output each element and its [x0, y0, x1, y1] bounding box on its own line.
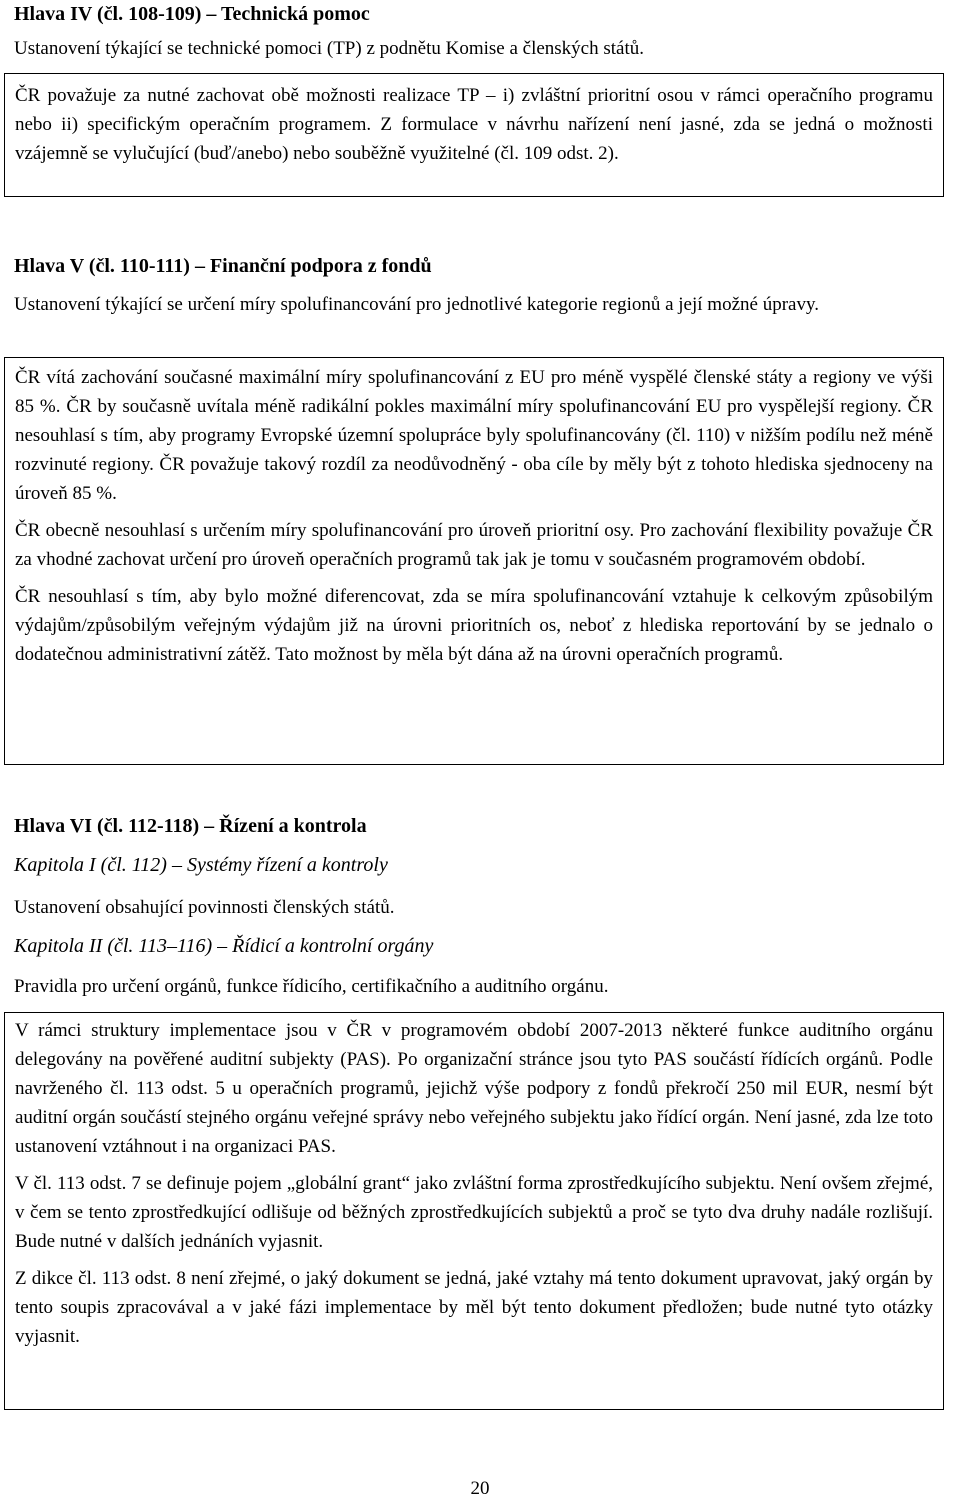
- comment-box-hlava-iv: [4, 73, 944, 197]
- chapter-intro-text: Pravidla pro určení orgánů, funkce řídicího, certifikačního a auditního orgánu.: [14, 976, 609, 997]
- section-intro: [14, 34, 946, 63]
- comment-paragraph: ČR nesouhlasí s tím, aby bylo možné diferencovat, zda se míra spolufinancování vztahuje k celkovým způsobilým výdajům/způsobilým veřejným výdajům již na úrovni prioritních os, neboť z hlediska reportování by se jednalo o dodatečnou administrativní zátěž. Tato možnost by měla být dána až na úrovni operačních programů.: [15, 586, 933, 665]
- section-hlava-v: [14, 252, 946, 280]
- section-heading: Hlava IV (čl. 108-109) – Technická pomoc: [14, 3, 370, 25]
- section-intro-text: Ustanovení týkající se určení míry spolufinancování pro jednotlivé kategorie regionů a její možné úpravy.: [14, 294, 819, 315]
- section-hlava-vi: [14, 812, 946, 840]
- section-heading: Hlava V (čl. 110-111) – Finanční podpora z fondů: [14, 255, 432, 277]
- chapter-title: Kapitola II (čl. 113–116) – Řídicí a kontrolní orgány: [14, 935, 434, 957]
- comment-paragraph: ČR považuje za nutné zachovat obě možnosti realizace TP – i) zvláštní prioritní osou v rámci operačního programu nebo ii) specifickým operačním programem. Z formulace v návrhu nařízení není jasné, zda se jedná o možnosti vzájemně se vylučující (buď/anebo) nebo souběžně využitelné (čl. 109 odst. 2).: [15, 85, 933, 164]
- chapter-heading: [14, 851, 946, 879]
- section-intro: [14, 290, 946, 319]
- comment-paragraph: ČR obecně nesouhlasí s určením míry spolufinancování pro úroveň prioritní osy. Pro zachování flexibility považuje ČR za vhodné zachovat určení pro úroveň operačních programů tak jak je tomu v současném programovém období.: [15, 520, 933, 570]
- chapter-heading: [14, 932, 946, 960]
- comment-box-hlava-vi: [4, 1012, 944, 1410]
- comment-paragraph: ČR vítá zachování současné maximální míry spolufinancování z EU pro méně vyspělé členské státy a regiony ve výši 85 %. ČR by současně uvítala méně radikální pokles maximální míry spolufinancování EU pro vyspělejší regiony. ČR nesouhlasí s tím, aby programy Evropské územní spolupráce byly spolufinancovány (čl. 110) v nižším podílu než méně rozvinuté regiony. ČR považuje takový rozdíl za neodůvodněný - oba cíle by měly být z tohoto hlediska sjednoceny na úroveň 85 %.: [15, 367, 933, 504]
- section-hlava-iv: [14, 0, 946, 28]
- page-number: 20: [470, 1478, 490, 1499]
- chapter-title: Kapitola I (čl. 112) – Systémy řízení a kontroly: [14, 854, 388, 876]
- section-heading: Hlava VI (čl. 112-118) – Řízení a kontrola: [14, 815, 367, 837]
- section-intro-text: Ustanovení týkající se technické pomoci (TP) z podnětu Komise a členských států.: [14, 38, 644, 59]
- chapter-intro-text: Ustanovení obsahující povinnosti členských států.: [14, 897, 395, 918]
- comment-paragraph: V čl. 113 odst. 7 se definuje pojem „globální grant“ jako zvláštní forma zprostředkujícího subjektu. Není ovšem zřejmé, v čem se tento zprostředkující odlišuje od běžných zprostředkujících subjektů a proč se tyto dva druhy nadále rozlišují. Bude nutné v dalších jednáních vyjasnit.: [15, 1173, 933, 1252]
- comment-paragraph: V rámci struktury implementace jsou v ČR v programovém období 2007-2013 některé funkce auditního orgánu delegovány na pověřené auditní subjekty (PAS). Po organizační stránce jsou tyto PAS součástí řídících orgánů. Podle navrženého čl. 113 odst. 5 u operačních programů, jejichž výše podpory z fondů překročí 250 mil EUR, nesmí být auditní orgán součástí stejného orgánu veřejné správy nebo veřejného subjektu jako řídící orgán. Není jasné, zda lze toto ustanovení vztáhnout i na organizaci PAS.: [15, 1020, 933, 1157]
- comment-paragraph: Z dikce čl. 113 odst. 8 není zřejmé, o jaký dokument se jedná, jaké vztahy má tento dokument upravovat, jaký orgán by tento soupis zpracovával a v jaké fázi implementace by měl být tento dokument předložen; bude nutné tyto otázky vyjasnit.: [15, 1268, 933, 1347]
- chapter-intro: [14, 972, 946, 1001]
- chapter-intro: [14, 893, 946, 922]
- comment-box-hlava-v: [4, 357, 944, 765]
